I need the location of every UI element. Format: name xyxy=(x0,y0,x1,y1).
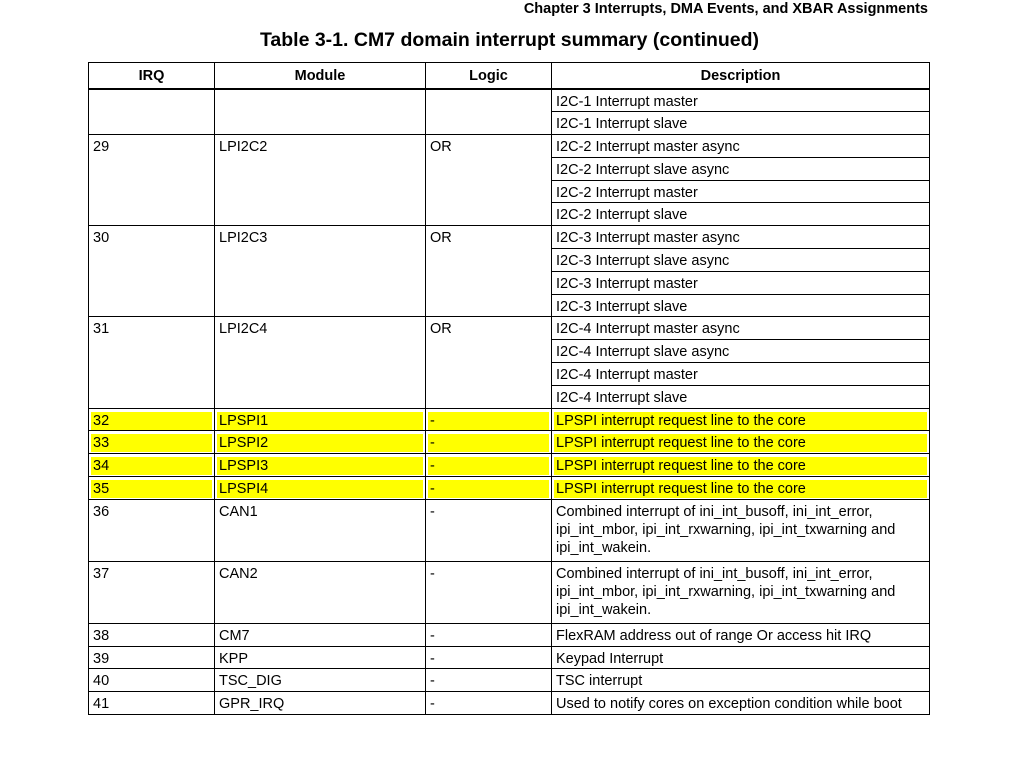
module-cell-text: CAN1 xyxy=(219,503,258,520)
description-text: I2C-3 Interrupt master xyxy=(556,275,698,292)
chapter-header: Chapter 3 Interrupts, DMA Events, and XBAR Assignments xyxy=(523,1,928,17)
description-cell xyxy=(552,646,930,669)
logic-cell-text: - xyxy=(428,480,549,498)
module-cell xyxy=(215,135,426,226)
description-text: Used to notify cores on exception condition while boot xyxy=(556,696,902,713)
description-cell xyxy=(552,294,930,317)
table-row xyxy=(89,646,930,669)
module-cell xyxy=(215,692,426,715)
table-row xyxy=(89,477,930,500)
description-text: I2C-3 Interrupt slave async xyxy=(556,253,730,270)
irq-cell xyxy=(89,692,215,715)
description-text: I2C-4 Interrupt slave async xyxy=(556,344,730,361)
irq-cell-text: 35 xyxy=(91,480,212,498)
logic-cell-text: - xyxy=(428,457,549,475)
description-cell xyxy=(552,135,930,158)
module-cell-text: CM7 xyxy=(219,627,250,644)
logic-cell-text: - xyxy=(430,503,435,520)
description-cell xyxy=(552,363,930,386)
logic-cell-text: - xyxy=(428,412,549,430)
irq-cell-text: 32 xyxy=(91,412,212,430)
irq-cell-text: 30 xyxy=(93,230,110,247)
module-cell xyxy=(215,226,426,317)
column-header-module: Module xyxy=(215,63,426,90)
description-text: I2C-4 Interrupt slave xyxy=(556,389,688,406)
logic-cell xyxy=(426,408,552,431)
logic-cell xyxy=(426,454,552,477)
description-cell xyxy=(552,692,930,715)
logic-cell xyxy=(426,623,552,646)
irq-cell xyxy=(89,89,215,135)
logic-cell xyxy=(426,431,552,454)
module-cell-text: LPSPI3 xyxy=(217,457,423,475)
module-cell xyxy=(215,646,426,669)
module-cell xyxy=(215,431,426,454)
irq-cell xyxy=(89,431,215,454)
logic-cell-text: OR xyxy=(430,139,452,156)
module-cell xyxy=(215,454,426,477)
logic-cell-text: OR xyxy=(430,230,452,247)
description-cell xyxy=(552,431,930,454)
irq-cell-text: 36 xyxy=(93,503,110,520)
module-cell-text: LPSPI2 xyxy=(217,434,423,452)
description-text: LPSPI interrupt request line to the core xyxy=(554,412,927,430)
logic-cell-text: - xyxy=(430,627,435,644)
module-cell-text: LPI2C4 xyxy=(219,321,268,338)
table-row xyxy=(89,692,930,715)
irq-cell xyxy=(89,317,215,408)
logic-cell-text: - xyxy=(430,696,435,713)
table-body xyxy=(89,89,930,715)
irq-cell-text: 39 xyxy=(93,650,110,667)
description-text: I2C-2 Interrupt slave xyxy=(556,207,688,224)
module-cell-text: GPR_IRQ xyxy=(219,696,285,713)
module-cell-text: KPP xyxy=(219,650,249,667)
table-row xyxy=(89,135,930,158)
module-cell xyxy=(215,408,426,431)
description-text: TSC interrupt xyxy=(556,673,643,690)
irq-cell xyxy=(89,135,215,226)
description-text: I2C-4 Interrupt master xyxy=(556,367,698,384)
description-cell xyxy=(552,271,930,294)
irq-cell xyxy=(89,499,215,561)
module-cell xyxy=(215,499,426,561)
description-cell xyxy=(552,385,930,408)
description-cell xyxy=(552,454,930,477)
description-cell xyxy=(552,180,930,203)
logic-cell xyxy=(426,499,552,561)
irq-cell xyxy=(89,226,215,317)
irq-cell xyxy=(89,477,215,500)
table-row xyxy=(89,431,930,454)
module-cell xyxy=(215,89,426,135)
table-row xyxy=(89,89,930,112)
description-cell xyxy=(552,408,930,431)
module-cell xyxy=(215,477,426,500)
table-row xyxy=(89,226,930,249)
description-cell xyxy=(552,669,930,692)
module-cell-text: LPI2C2 xyxy=(219,139,268,156)
module-cell-text: CAN2 xyxy=(219,565,258,582)
column-header-description: Description xyxy=(552,63,930,90)
irq-cell xyxy=(89,646,215,669)
description-text: I2C-1 Interrupt master xyxy=(556,94,698,110)
description-text: LPSPI interrupt request line to the core xyxy=(554,480,927,498)
table-row xyxy=(89,499,930,561)
logic-cell xyxy=(426,477,552,500)
table-title: Table 3-1. CM7 domain interrupt summary (continued) xyxy=(259,29,760,51)
module-cell xyxy=(215,669,426,692)
description-text: LPSPI interrupt request line to the core xyxy=(554,434,927,452)
description-cell xyxy=(552,317,930,340)
logic-cell xyxy=(426,646,552,669)
description-cell xyxy=(552,249,930,272)
description-text: I2C-3 Interrupt slave xyxy=(556,298,688,315)
description-cell xyxy=(552,340,930,363)
table-row xyxy=(89,561,930,623)
module-cell-text: LPI2C3 xyxy=(219,230,268,247)
description-cell xyxy=(552,226,930,249)
logic-cell xyxy=(426,669,552,692)
irq-cell-text: 34 xyxy=(91,457,212,475)
description-cell xyxy=(552,89,930,112)
column-header-logic: Logic xyxy=(426,63,552,90)
description-text: I2C-4 Interrupt master async xyxy=(556,321,740,338)
logic-cell-text: - xyxy=(430,650,435,667)
irq-cell-text: 38 xyxy=(93,627,110,644)
description-text: I2C-2 Interrupt master xyxy=(556,184,698,201)
description-text: I2C-2 Interrupt slave async xyxy=(556,161,730,178)
description-cell xyxy=(552,561,930,623)
irq-cell-text: 37 xyxy=(93,565,110,582)
description-text: I2C-3 Interrupt master async xyxy=(556,230,740,247)
description-text: Keypad Interrupt xyxy=(556,650,664,667)
irq-cell xyxy=(89,669,215,692)
irq-cell-text: 41 xyxy=(93,696,110,713)
column-header-irq: IRQ xyxy=(89,63,215,90)
logic-cell xyxy=(426,561,552,623)
logic-cell-text: - xyxy=(430,565,435,582)
logic-cell xyxy=(426,89,552,135)
table-row xyxy=(89,454,930,477)
irq-cell xyxy=(89,454,215,477)
table-header-row xyxy=(89,63,930,90)
description-text: I2C-2 Interrupt master async xyxy=(556,139,740,156)
table-row xyxy=(89,623,930,646)
table-row xyxy=(89,408,930,431)
irq-cell xyxy=(89,561,215,623)
description-cell xyxy=(552,499,930,561)
module-cell xyxy=(215,317,426,408)
logic-cell-text: - xyxy=(430,673,435,690)
irq-cell xyxy=(89,408,215,431)
logic-cell xyxy=(426,135,552,226)
description-text: LPSPI interrupt request line to the core xyxy=(554,457,927,475)
logic-cell-text: OR xyxy=(430,321,452,338)
module-cell-text: TSC_DIG xyxy=(219,673,282,690)
description-text: I2C-1 Interrupt slave xyxy=(556,116,688,133)
logic-cell-text: - xyxy=(428,434,549,452)
module-cell xyxy=(215,623,426,646)
irq-cell-text: 29 xyxy=(93,139,110,156)
description-text: Combined interrupt of ini_int_busoff, ini_int_error, ipi_int_mbor, ipi_int_rxwarning, ipi_int_txwarning and ipi_int_wakein. xyxy=(556,565,896,618)
irq-cell-text: 31 xyxy=(93,321,110,338)
table-row xyxy=(89,669,930,692)
description-cell xyxy=(552,203,930,226)
description-cell xyxy=(552,477,930,500)
module-cell xyxy=(215,561,426,623)
irq-cell xyxy=(89,623,215,646)
module-cell-text: LPSPI1 xyxy=(217,412,423,430)
logic-cell xyxy=(426,692,552,715)
table-row xyxy=(89,317,930,340)
description-cell xyxy=(552,623,930,646)
module-cell-text: LPSPI4 xyxy=(217,480,423,498)
interrupt-summary-table xyxy=(88,62,930,715)
description-text: Combined interrupt of ini_int_busoff, ini_int_error, ipi_int_mbor, ipi_int_rxwarning, ipi_int_txwarning and ipi_int_wakein. xyxy=(556,503,896,556)
description-text: FlexRAM address out of range Or access hit IRQ xyxy=(556,627,872,644)
irq-cell-text: 40 xyxy=(93,673,110,690)
irq-cell-text: 33 xyxy=(91,434,212,452)
logic-cell xyxy=(426,317,552,408)
description-cell xyxy=(552,157,930,180)
logic-cell xyxy=(426,226,552,317)
description-cell xyxy=(552,112,930,135)
